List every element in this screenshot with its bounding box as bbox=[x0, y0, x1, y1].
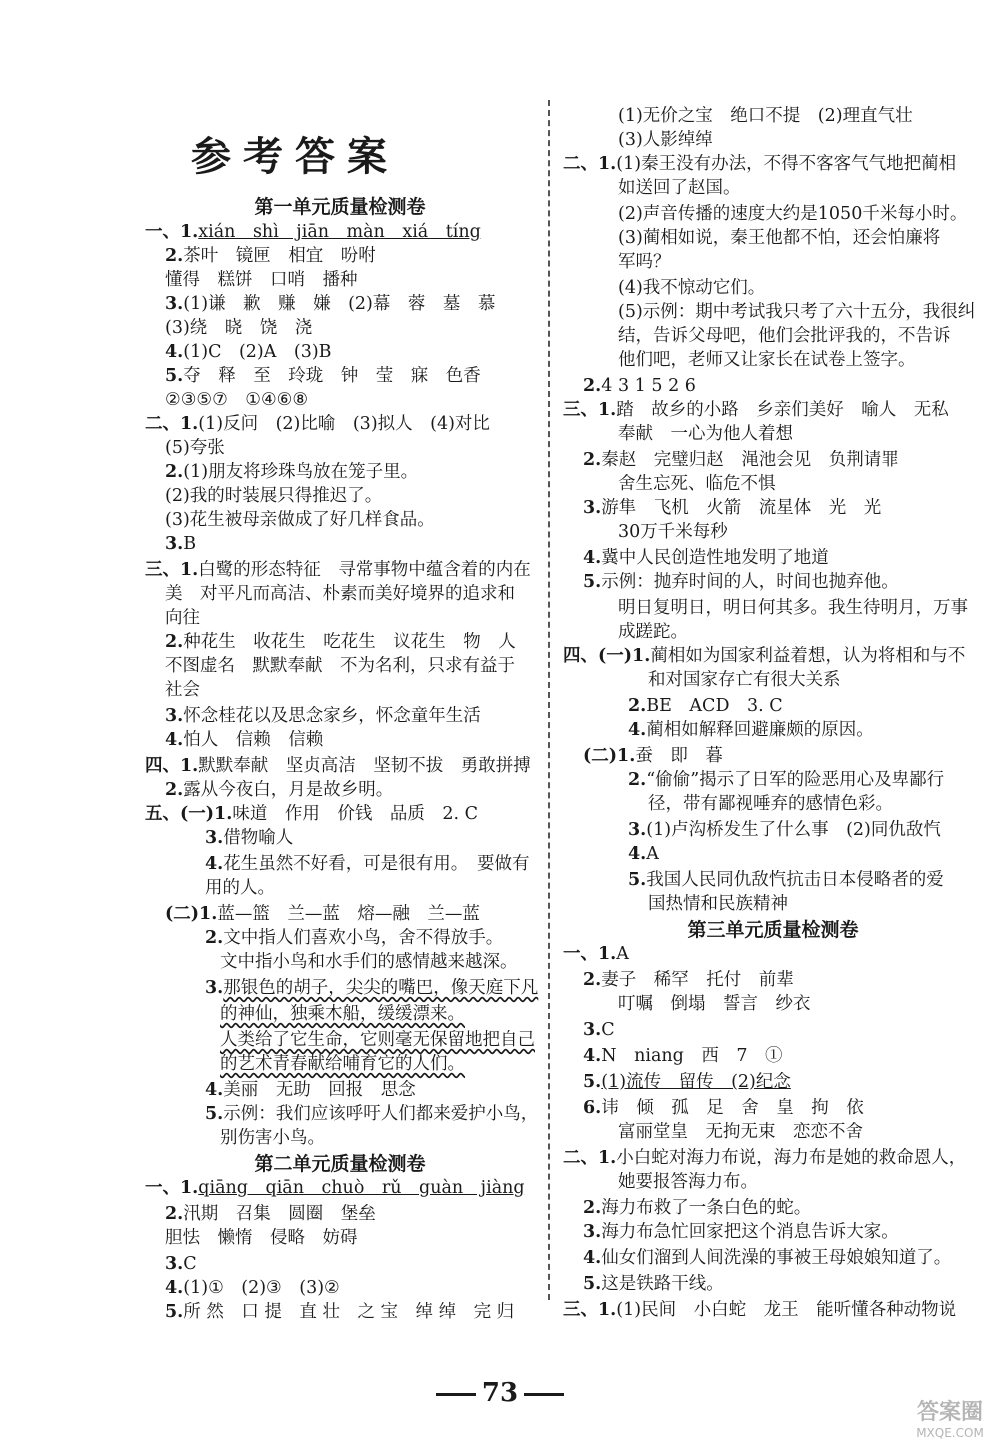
answer-line: 一、1.A bbox=[563, 944, 629, 964]
answer-line: 国热情和民族精神 bbox=[648, 894, 788, 914]
answer-line: 2.茶叶 镜匣 相宜 吩咐 bbox=[165, 246, 376, 266]
watermark-text: 答案圈 bbox=[916, 1400, 983, 1425]
answer-line: 3.(1)谦 歉 赚 嫌 (2)幕 蓉 墓 慕 bbox=[165, 294, 496, 314]
unit3-title: 第三单元质量检测卷 bbox=[687, 919, 859, 941]
answer-line: 2.汛期 召集 圆圈 堡垒 bbox=[165, 1204, 376, 1224]
answer-line: 成蹉跎。 bbox=[618, 622, 688, 642]
answer-line: 三、1.踏 故乡的小路 乡亲们美好 喻人 无私 bbox=[563, 400, 949, 420]
answer-line: 4.花生虽然不好看，可是很有用。 要做有 bbox=[205, 854, 530, 874]
answer-line: 奉献 一心为他人着想 bbox=[618, 424, 793, 444]
answer-line: 3.B bbox=[165, 534, 197, 554]
answer-line: 3.C bbox=[583, 1020, 615, 1040]
answer-line: 2.“偷偷”揭示了日军的险恶用心及卑鄙行 bbox=[628, 770, 945, 790]
answer-line: 5.示例：我们应该呼吁人们都来爱护小鸟， bbox=[205, 1104, 539, 1124]
answer-line: 2.妻子 稀罕 托付 前辈 bbox=[583, 970, 794, 990]
answer-line: 一、1.qiāng qiān chuò rǔ guàn jiàng bbox=[145, 1178, 525, 1198]
page-number-value: 73 bbox=[481, 1378, 519, 1408]
answer-line: (二)1.蚕 即 暮 bbox=[583, 746, 723, 766]
answer-line: 3.那银色的胡子，尖尖的嘴巴，像天庭下凡 bbox=[205, 978, 539, 998]
answer-line: (5)示例：期中考试我只考了六十五分，我很纠 bbox=[618, 302, 976, 322]
answer-line: 5.夺 释 至 玲珑 钟 莹 寐 色香 bbox=[165, 366, 481, 386]
answer-line: 一、1.xián shì jiān màn xiá tíng bbox=[145, 222, 481, 242]
answer-line: 5.我国人民同仇敌忾抗击日本侵略者的爱 bbox=[628, 870, 944, 890]
answer-line: 3.游隼 飞机 火箭 流星体 光 光 bbox=[583, 498, 882, 518]
answer-line: 文中指小鸟和水手们的感情越来越深。 bbox=[220, 952, 518, 972]
answer-line: 4.蔺相如解释回避廉颇的原因。 bbox=[628, 720, 874, 740]
answer-line: (4)我不惊动它们。 bbox=[618, 278, 766, 298]
answer-line: 2.4 3 1 5 2 6 bbox=[583, 376, 696, 396]
answer-line: 5.所 然 口 提 直 壮 之 宝 绰 绰 完 归 bbox=[165, 1302, 515, 1322]
answer-line: 懂得 糕饼 口哨 播种 bbox=[165, 270, 358, 290]
answer-line: 美 对平凡而高洁、朴素而美好境界的追求和 bbox=[165, 584, 515, 604]
answer-line: 的艺术青春献给哺育它的人们。 bbox=[220, 1054, 465, 1074]
answer-line: 二、1.小白蛇对海力布说，海力布是她的救命恩人， bbox=[563, 1148, 967, 1168]
answer-line: 如送回了赵国。 bbox=[618, 178, 741, 198]
answer-line: 径，带有鄙视唾弃的感情色彩。 bbox=[648, 794, 893, 814]
answer-line: 2.种花生 收花生 吃花生 议花生 物 人 bbox=[165, 632, 516, 652]
answer-line: (二)1.蓝—篮 兰—蓝 熔—融 兰—蓝 bbox=[165, 904, 480, 924]
answer-line: 不图虚名 默默奉献 不为名利，只求有益于 bbox=[165, 656, 515, 676]
answer-line: 4.N niang 西 7 ① bbox=[583, 1046, 783, 1066]
answer-line: 4.(1)C (2)A (3)B bbox=[165, 342, 332, 362]
answer-line: 用的人。 bbox=[205, 878, 275, 898]
answer-line: 四、(一)1.蔺相如为国家利益着想，认为将相和与不 bbox=[563, 646, 966, 666]
answer-line: (3)绕 晓 饶 浇 bbox=[165, 318, 313, 338]
answer-line: 4.美丽 无助 回报 思念 bbox=[205, 1080, 416, 1100]
answer-line: 四、1.默默奉献 坚贞高洁 坚韧不拔 勇敢拼搏 bbox=[145, 756, 531, 776]
answer-line: 叮嘱 倒塌 誓言 纱衣 bbox=[618, 994, 811, 1014]
answer-line: 5.(1)流传 留传 (2)纪念 bbox=[583, 1072, 791, 1092]
answer-line: 5.示例：抛弃时间的人，时间也抛弃他。 bbox=[583, 572, 899, 592]
answer-line: (3)花生被母亲做成了好几样食品。 bbox=[165, 510, 435, 530]
answer-line: 明日复明日，明日何其多。我生待明月，万事 bbox=[618, 598, 968, 618]
answer-line: 社会 bbox=[165, 680, 200, 700]
answer-line: 2.文中指人们喜欢小鸟，舍不得放手。 bbox=[205, 928, 504, 948]
answer-line: 2.BE ACD 3. C bbox=[628, 696, 783, 716]
dash-right bbox=[524, 1393, 564, 1396]
page-title: 参考答案 bbox=[191, 133, 399, 180]
answer-line: 4.A bbox=[628, 844, 659, 864]
answer-line: 30万千米每秒 bbox=[618, 522, 728, 542]
answer-line: (2)我的时装展只得推迟了。 bbox=[165, 486, 383, 506]
answer-line: (3)人影绰绰 bbox=[618, 130, 713, 150]
answer-line: 和对国家存亡有很大关系 bbox=[648, 670, 841, 690]
answer-line: 4.仙女们溜到人间洗澡的事被王母娘娘知道了。 bbox=[583, 1248, 952, 1268]
answer-line: (1)无价之宝 绝口不提 (2)理直气壮 bbox=[618, 106, 913, 126]
answer-line: 五、(一)1.味道 作用 价钱 品质 2. C bbox=[145, 804, 478, 824]
answer-line: 3.借物喻人 bbox=[205, 828, 294, 848]
watermark-site: MXQE.COM bbox=[916, 1426, 984, 1440]
answer-line: (3)蔺相如说，秦王他都不怕，还会怕廉将 bbox=[618, 228, 941, 248]
answer-line: 2.(1)朋友将珍珠鸟放在笼子里。 bbox=[165, 462, 419, 482]
answer-line: 军吗？ bbox=[618, 252, 671, 272]
answer-line: 的神仙，独乘木船，缓缓漂来。 bbox=[220, 1004, 465, 1024]
answer-line: 舍生忘死、临危不惧 bbox=[618, 474, 776, 494]
answer-line: 3.C bbox=[165, 1254, 197, 1274]
answer-line: 6.讳 倾 孤 足 舍 皇 拘 依 bbox=[583, 1098, 864, 1118]
answer-line: 2.海力布救了一条白色的蛇。 bbox=[583, 1198, 812, 1218]
answer-line: 他们吧，老师又让家长在试卷上签字。 bbox=[618, 350, 916, 370]
answer-line: 3.怀念桂花以及思念家乡，怀念童年生活 bbox=[165, 706, 481, 726]
dash-left bbox=[436, 1393, 476, 1396]
answer-line: 向往 bbox=[165, 608, 200, 628]
page-number bbox=[0, 1378, 1000, 1408]
answer-line: 人类给了它生命，它则毫无保留地把自己 bbox=[220, 1030, 535, 1050]
answer-line: 5.这是铁路干线。 bbox=[583, 1274, 724, 1294]
watermark-logo bbox=[905, 1400, 995, 1445]
answer-line: 她要报答海力布。 bbox=[618, 1172, 758, 1192]
answer-line: 三、1.白鹭的形态特征 寻常事物中蕴含着的内在 bbox=[145, 560, 531, 580]
answer-line: 2.秦赵 完璧归赵 渑池会见 负荆请罪 bbox=[583, 450, 899, 470]
answer-line: 4.(1)① (2)③ (3)② bbox=[165, 1278, 340, 1298]
answer-line: 胆怯 懒惰 侵略 妨碍 bbox=[165, 1228, 358, 1248]
answer-line: 二、1.(1)秦王没有办法，不得不客客气气地把蔺相 bbox=[563, 154, 957, 174]
answer-line: 3.海力布急忙回家把这个消息告诉大家。 bbox=[583, 1222, 899, 1242]
answer-line: 4.怕人 信赖 信赖 bbox=[165, 730, 324, 750]
answer-line: (5)夸张 bbox=[165, 438, 225, 458]
answer-line: 二、1.(1)反问 (2)比喻 (3)拟人 (4)对比 bbox=[145, 414, 490, 434]
answer-line: 别伤害小鸟。 bbox=[220, 1128, 325, 1148]
answer-line: 三、1.(1)民间 小白蛇 龙王 能听懂各种动物说 bbox=[563, 1300, 957, 1320]
answer-line: 结，告诉父母吧，他们会批评我的，不告诉 bbox=[618, 326, 951, 346]
answer-line: (2)声音传播的速度大约是1050千米每小时。 bbox=[618, 204, 968, 224]
answer-line: 4.冀中人民创造性地发明了地道 bbox=[583, 548, 829, 568]
answer-line: 富丽堂皇 无拘无束 恋恋不舍 bbox=[618, 1122, 863, 1142]
answer-line: ②③⑤⑦ ①④⑥⑧ bbox=[165, 390, 309, 410]
answer-line: 3.(1)卢沟桥发生了什么事 (2)同仇敌忾 bbox=[628, 820, 941, 840]
answer-line: 2.露从今夜白，月是故乡明。 bbox=[165, 780, 394, 800]
unit1-title: 第一单元质量检测卷 bbox=[254, 196, 426, 218]
unit2-title: 第二单元质量检测卷 bbox=[254, 1153, 426, 1175]
column-divider bbox=[548, 100, 550, 1300]
